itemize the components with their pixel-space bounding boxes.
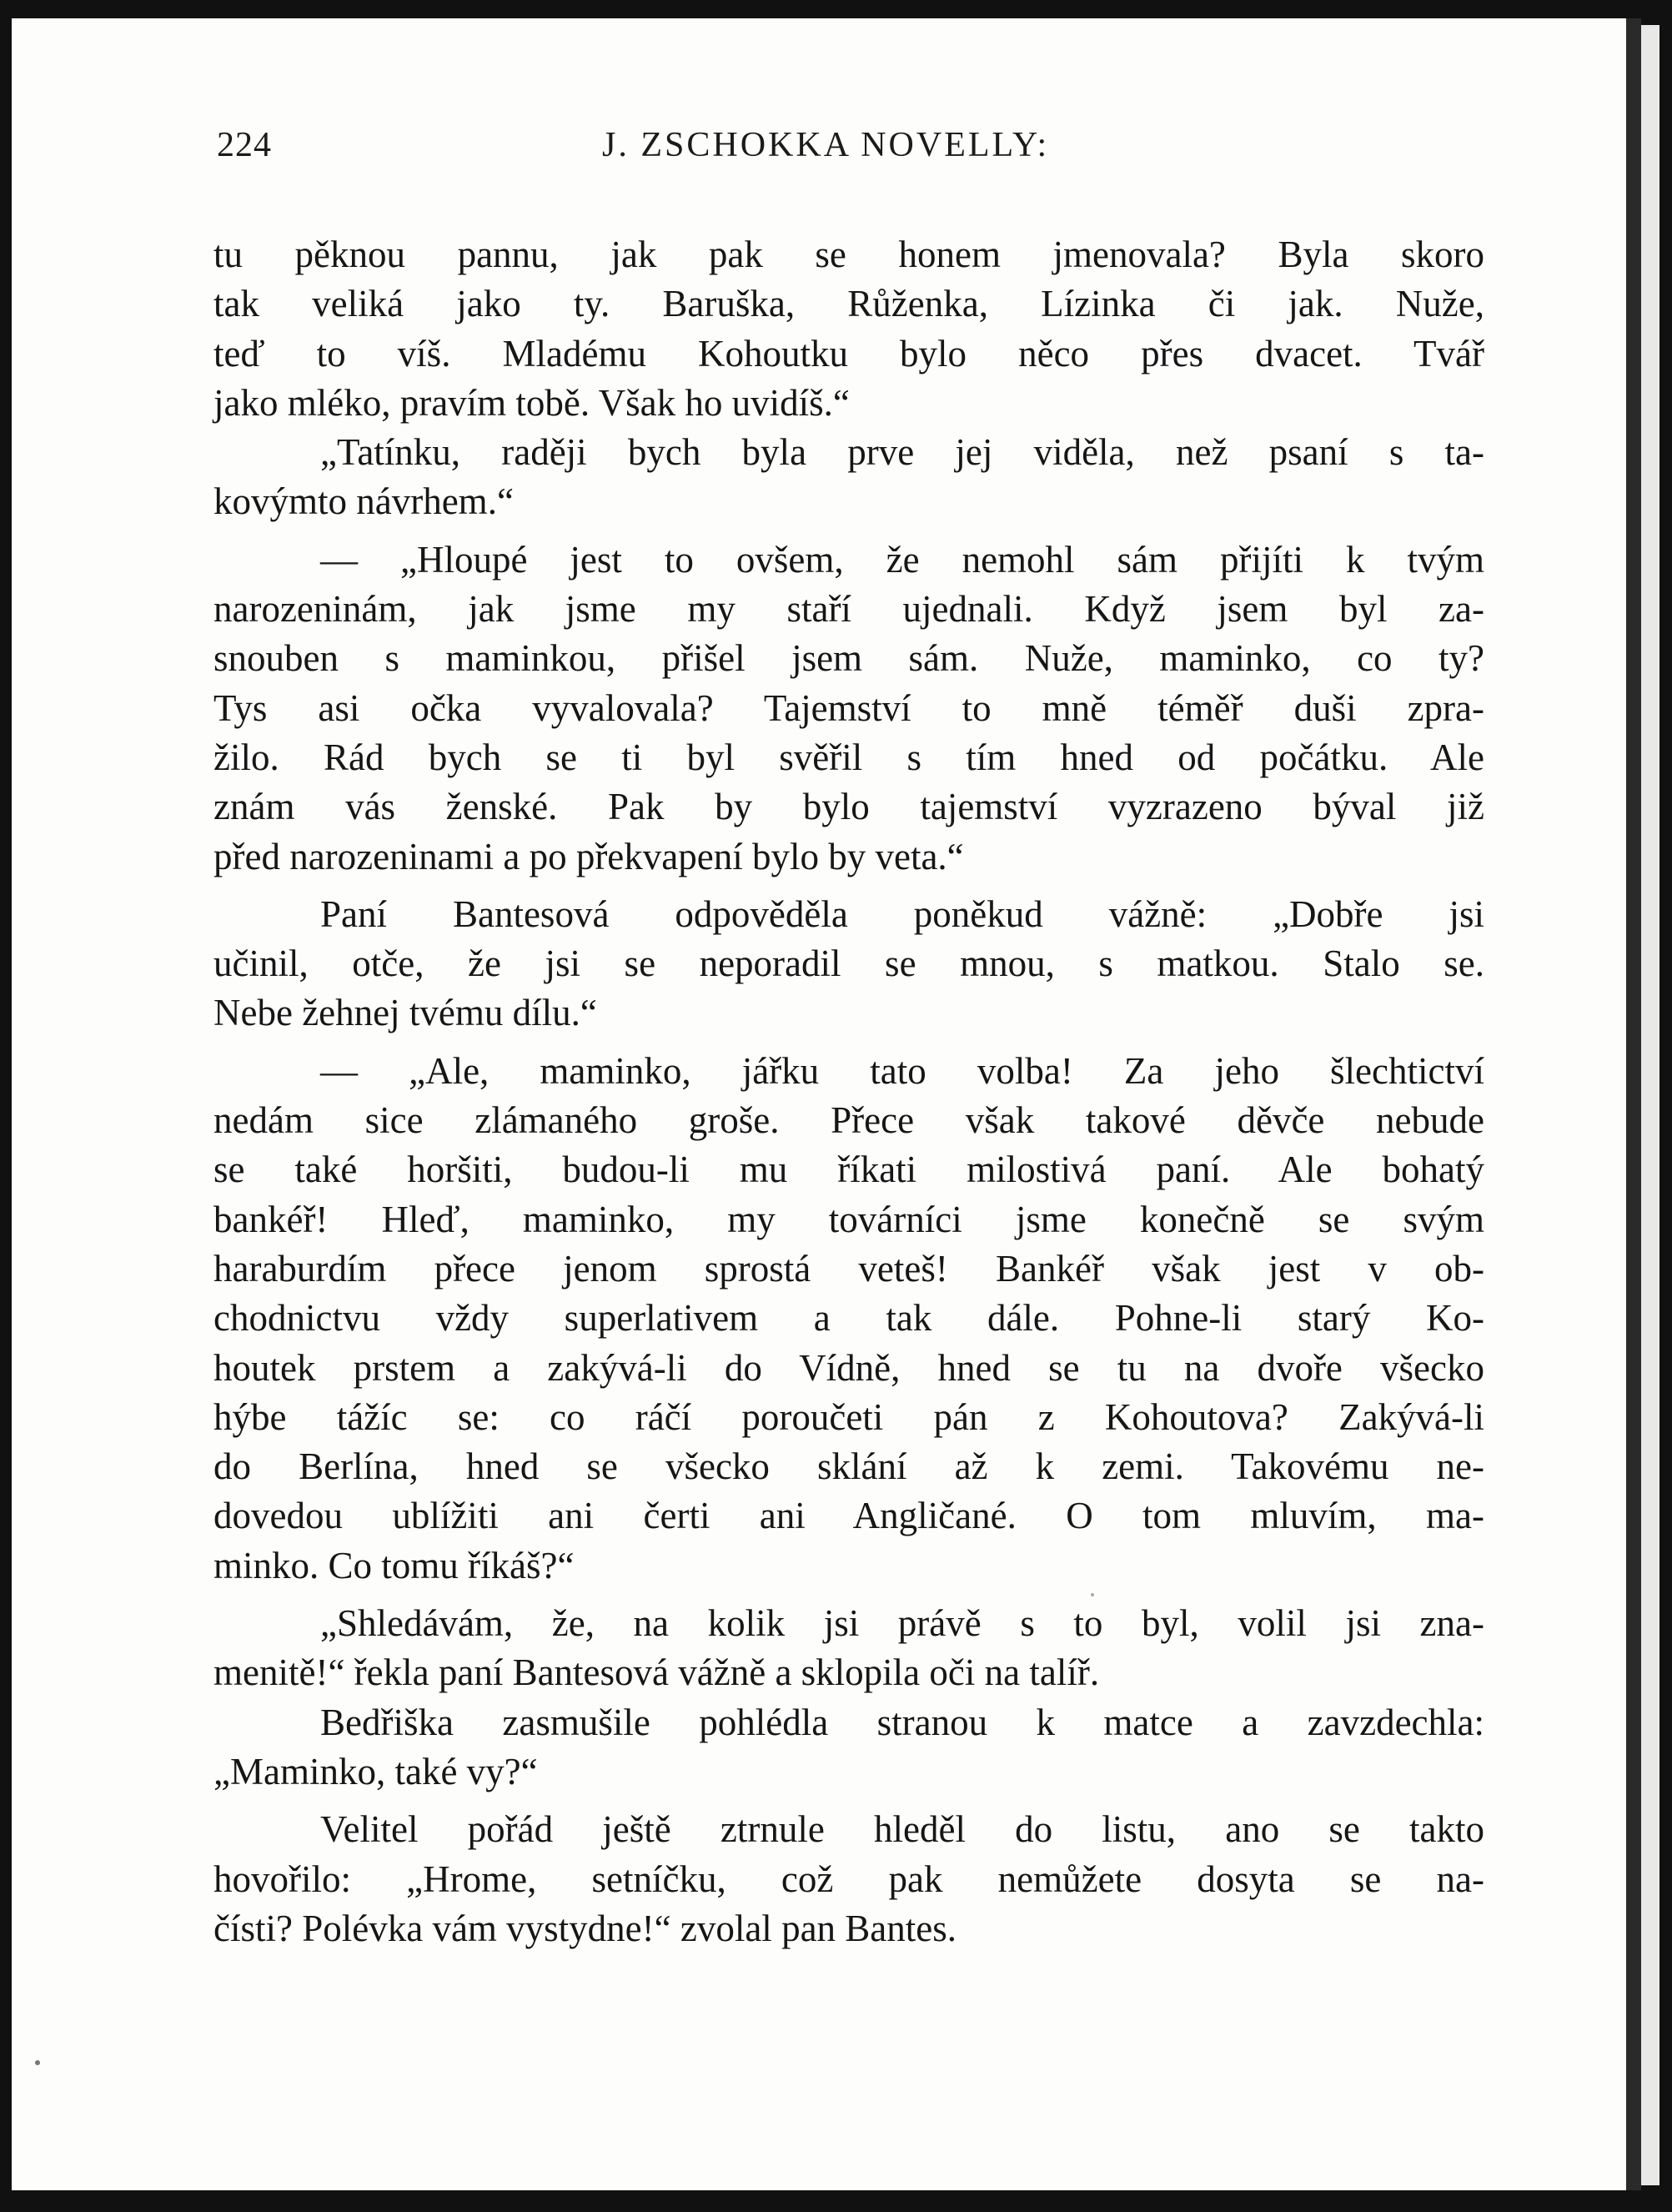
running-head — [217, 125, 1126, 175]
text-line: se také horšiti, budou-li mu říkati milostivá paní. Ale bohatý — [213, 1149, 1484, 1191]
text-line: houtek prstem a zakývá-li do Vídně, hned se tu na dvoře všecko — [213, 1346, 1484, 1389]
text-line: před narozeninami a po překvapení bylo by veta.“ — [213, 835, 964, 877]
text-line: — „Ale, maminko, jářku tato volba! Za jeho šlechtictví — [320, 1049, 1484, 1092]
text-line: učinil, otče, že jsi se neporadil se mnou, s matkou. Stalo se. — [213, 943, 1484, 985]
text-line: narozeninám, jak jsme my staří ujednali. Když jsem byl za- — [213, 588, 1484, 631]
page-spine-shadow — [1626, 18, 1641, 2190]
text-line: „Shledávám, že, na kolik jsi právě s to byl, volil jsi zna- — [320, 1602, 1484, 1645]
text-line: „Tatínku, raději bych byla prve jej viděla, než psaní s ta- — [320, 431, 1484, 474]
text-line: snouben s maminkou, přišel jsem sám. Nuže, maminko, co ty? — [213, 637, 1484, 680]
next-page-edge — [1641, 25, 1659, 2185]
text-line: Bedřiška zasmušile pohlédla stranou k matce a zavzdechla: — [320, 1701, 1484, 1743]
text-line: Paní Bantesová odpověděla poněkud vážně: „Dobře jsi — [320, 892, 1484, 935]
text-line: hýbe tážíc se: co ráčí poroučeti pán z Kohoutova? Zakývá-li — [213, 1395, 1484, 1438]
paragraph-gap — [213, 527, 1484, 535]
paragraph-gap — [213, 1038, 1484, 1047]
text-line: jako mléko, pravím tobě. Však ho uvidíš.“ — [213, 381, 850, 424]
text-line: menitě!“ řekla paní Bantesová vážně a sklopila oči na talíř. — [213, 1651, 1100, 1694]
paragraph-gap — [213, 1797, 1484, 1805]
page-number: 224 — [217, 126, 272, 164]
text-line: dovedou ublížiti ani čerti ani Angličané. O tom mluvím, ma- — [213, 1495, 1484, 1537]
paragraph-gap — [213, 1591, 1484, 1599]
scan-speck — [1091, 1593, 1094, 1596]
text-line: žilo. Rád bych se ti byl svěřil s tím hned od počátku. Ale — [213, 736, 1484, 778]
text-line: tu pěknou pannu, jak pak se honem jmenovala? Byla skoro — [213, 234, 1484, 275]
paragraph-gap — [213, 882, 1484, 890]
text-line: nedám sice zlámaného groše. Přece však takové děvče nebude — [213, 1099, 1484, 1142]
running-head-title: J. ZSCHOKKA NOVELLY: — [602, 126, 1050, 164]
text-body — [213, 230, 1484, 1953]
text-line: Tys asi očka vyvalovala? Tajemství to mně téměř duši zpra- — [213, 686, 1484, 729]
text-line: chodnictvu vždy superlativem a tak dále. Pohne-li starý Ko- — [213, 1297, 1484, 1340]
text-line: minko. Co tomu říkáš?“ — [213, 1544, 575, 1586]
text-line: znám vás ženské. Pak by bylo tajemství vyzrazeno býval již — [213, 786, 1484, 828]
text-line: hovořilo: „Hrome, setníčku, což pak nemůžete dosyta se na- — [213, 1858, 1484, 1900]
text-line: — „Hloupé jest to ovšem, že nemohl sám přijíti k tvým — [320, 538, 1484, 581]
text-line: teď to víš. Mladému Kohoutku bylo něco přes dvacet. Tvář — [213, 332, 1484, 375]
text-line: haraburdím přece jenom sprostá veteš! Bankéř však jest v ob- — [213, 1247, 1484, 1289]
text-line: Nebe žehnej tvému dílu.“ — [213, 992, 597, 1034]
text-line: Velitel pořád ještě ztrnule hleděl do listu, ano se takto — [320, 1808, 1484, 1851]
scan-speck — [35, 2060, 40, 2065]
text-line: čísti? Polévka vám vystydne!“ zvolal pan Bantes. — [213, 1907, 957, 1949]
text-line: bankéř! Hleď, maminko, my továrníci jsme konečně se svým — [213, 1198, 1484, 1240]
text-line: do Berlína, hned se všecko sklání až k zemi. Takovému ne- — [213, 1445, 1484, 1488]
text-line: kovýmto návrhem.“ — [213, 480, 514, 523]
text-line: tak veliká jako ty. Baruška, Růženka, Lízinka či jak. Nuže, — [213, 283, 1484, 325]
text-line: „Maminko, také vy?“ — [213, 1750, 538, 1792]
